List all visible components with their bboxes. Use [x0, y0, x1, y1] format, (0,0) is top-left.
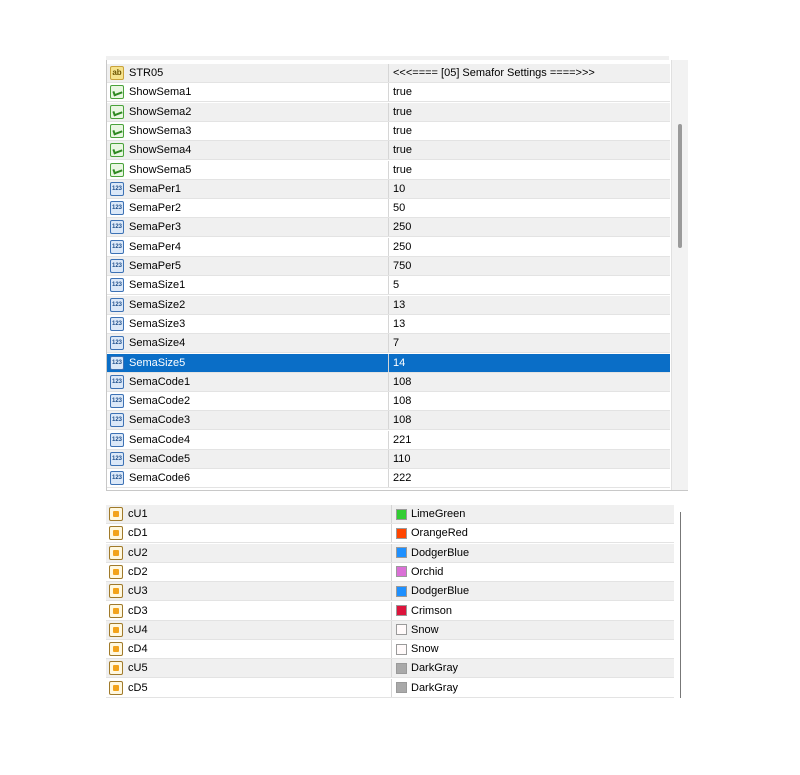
param-name-cell[interactable]: [107, 141, 191, 159]
param-name-cell[interactable]: [107, 257, 181, 275]
param-name-cell[interactable]: [106, 659, 148, 677]
param-value-cell[interactable]: [391, 524, 674, 542]
param-value: Snow: [411, 623, 439, 636]
color-swatch: [396, 566, 407, 577]
table-row[interactable]: [107, 199, 670, 218]
scroll-thumb[interactable]: [678, 124, 682, 248]
color-icon: [109, 507, 123, 521]
param-value: 50: [393, 202, 406, 215]
param-value: Snow: [411, 643, 439, 656]
param-name-cell[interactable]: [107, 450, 190, 468]
param-value: true: [393, 144, 412, 157]
param-value-cell[interactable]: [388, 161, 670, 179]
table-row[interactable]: [106, 582, 674, 601]
number-icon: 123: [110, 394, 124, 408]
param-value-cell[interactable]: [391, 621, 674, 639]
param-name: cU3: [128, 585, 148, 598]
param-value-cell[interactable]: [388, 238, 670, 256]
table-row[interactable]: [107, 411, 670, 430]
param-value: 108: [393, 395, 412, 408]
param-name-cell[interactable]: [106, 524, 148, 542]
param-value-cell[interactable]: [388, 257, 670, 275]
table-row[interactable]: [107, 296, 670, 315]
param-name: cU5: [128, 662, 148, 675]
param-name-cell[interactable]: [107, 218, 181, 236]
table-row[interactable]: [107, 180, 670, 199]
param-value: 7: [393, 337, 400, 350]
bool-icon: [110, 163, 124, 177]
param-name-cell[interactable]: [106, 582, 148, 600]
param-value: <<<==== [05] Semafor Settings ====>>>: [393, 67, 595, 79]
number-icon: 123: [110, 452, 124, 466]
param-name: SemaPer4: [129, 240, 181, 253]
bool-icon: [110, 143, 124, 157]
table-row[interactable]: [107, 103, 670, 122]
table-row[interactable]: [106, 679, 674, 698]
table-row[interactable]: [106, 505, 674, 524]
param-value: DarkGray: [411, 662, 459, 675]
param-value: 250: [393, 221, 412, 234]
param-name-cell[interactable]: [107, 238, 181, 256]
param-name-cell[interactable]: [107, 469, 190, 487]
number-icon: 123: [110, 240, 124, 254]
param-value-cell[interactable]: [388, 334, 670, 352]
param-name-cell[interactable]: [107, 354, 185, 372]
param-value: 10: [393, 182, 406, 195]
param-value: 750: [393, 260, 412, 272]
param-name: SemaCode5: [129, 453, 191, 465]
param-name: cD2: [128, 565, 148, 578]
table-row[interactable]: [107, 238, 670, 257]
param-name-cell[interactable]: [107, 64, 163, 82]
param-value-cell[interactable]: [388, 83, 670, 101]
param-name-cell[interactable]: [107, 161, 191, 179]
table-row[interactable]: [107, 334, 670, 353]
param-value-cell[interactable]: [388, 180, 670, 198]
param-name: SemaCode3: [129, 414, 191, 427]
param-name-cell[interactable]: [107, 431, 190, 449]
color-icon: [109, 546, 123, 560]
param-name: ShowSema1: [129, 86, 192, 99]
param-name: cU4: [128, 623, 148, 636]
color-icon: [109, 661, 123, 675]
param-name: SemaCode1: [129, 375, 191, 388]
table-row[interactable]: [107, 83, 670, 102]
param-name: STR05: [129, 67, 164, 79]
param-value-cell[interactable]: [388, 411, 670, 429]
param-name-cell[interactable]: [106, 602, 148, 620]
table-row[interactable]: [107, 141, 670, 160]
param-name: SemaCode6: [129, 472, 191, 485]
color-swatch: [396, 663, 407, 674]
color-swatch: [396, 605, 407, 616]
param-value: 110: [393, 453, 411, 465]
number-icon: 123: [110, 413, 124, 427]
color-swatch: [396, 624, 407, 635]
param-name: SemaPer3: [129, 221, 181, 234]
param-name: SemaCode2: [129, 395, 191, 408]
param-name-cell[interactable]: [107, 83, 191, 101]
table-row[interactable]: [106, 640, 674, 659]
param-name: cU1: [128, 508, 148, 520]
table-row[interactable]: [107, 276, 670, 295]
param-value-cell[interactable]: [388, 64, 670, 82]
param-name: cD5: [128, 681, 148, 694]
number-icon: 123: [110, 278, 124, 292]
settings-scrollbar[interactable]: [671, 60, 688, 490]
param-value: DodgerBlue: [411, 585, 470, 598]
number-icon: 123: [110, 182, 124, 196]
param-name-cell[interactable]: [107, 373, 190, 391]
bool-icon: [110, 85, 124, 99]
table-row[interactable]: [106, 602, 674, 621]
table-row[interactable]: [107, 218, 670, 237]
param-value: 14: [393, 356, 406, 369]
param-value: DodgerBlue: [411, 546, 470, 559]
param-value-cell[interactable]: [388, 450, 670, 468]
string-icon: ab: [110, 66, 124, 80]
param-value-cell[interactable]: [391, 640, 674, 658]
param-name: SemaSize4: [129, 337, 186, 350]
table-row[interactable]: [107, 450, 670, 469]
param-name: SemaPer5: [129, 260, 181, 272]
number-icon: 123: [110, 356, 124, 370]
param-value-cell[interactable]: [388, 296, 670, 314]
param-name: SemaPer1: [129, 182, 181, 195]
param-value-cell[interactable]: [388, 122, 670, 140]
number-icon: 123: [110, 317, 124, 331]
param-value-cell[interactable]: [391, 602, 674, 620]
table-row[interactable]: [107, 257, 670, 276]
param-name-cell[interactable]: [107, 180, 181, 198]
color-swatch: [396, 547, 407, 558]
param-name: ShowSema2: [129, 105, 192, 118]
param-name-cell[interactable]: [107, 411, 190, 429]
bool-icon: [110, 105, 124, 119]
settings-grid: [106, 60, 688, 491]
number-icon: 123: [110, 259, 124, 273]
param-name: cD3: [128, 604, 148, 617]
table-row[interactable]: [107, 431, 670, 450]
param-name-cell[interactable]: [107, 199, 181, 217]
param-value-cell[interactable]: [388, 141, 670, 159]
number-icon: 123: [110, 298, 124, 312]
param-name-cell[interactable]: [107, 334, 185, 352]
param-value: 5: [393, 279, 400, 292]
param-value-cell[interactable]: [388, 315, 670, 333]
color-icon: [109, 565, 123, 579]
param-value: 108: [393, 414, 412, 427]
number-icon: 123: [110, 201, 124, 215]
param-value-cell[interactable]: [388, 392, 670, 410]
param-name-cell[interactable]: [106, 563, 148, 581]
param-value-cell[interactable]: [388, 103, 670, 121]
color-icon: [109, 584, 123, 598]
color-icon: [109, 623, 123, 637]
param-name: SemaSize3: [129, 317, 186, 330]
param-value: Orchid: [411, 565, 444, 578]
param-name: ShowSema5: [129, 163, 192, 176]
color-swatch: [396, 528, 407, 539]
param-name-cell[interactable]: [106, 544, 148, 562]
param-name-cell[interactable]: [106, 640, 148, 658]
table-row[interactable]: [107, 392, 670, 411]
number-icon: 123: [110, 336, 124, 350]
param-name: cD4: [128, 643, 148, 656]
param-value: true: [393, 124, 412, 137]
table-row[interactable]: [106, 659, 674, 678]
param-value: Crimson: [411, 604, 452, 617]
param-name-cell[interactable]: [106, 621, 148, 639]
param-name: SemaSize2: [129, 298, 186, 311]
param-value-cell[interactable]: [388, 469, 670, 487]
table-row[interactable]: [107, 315, 670, 334]
color-swatch: [396, 682, 407, 693]
param-name: ShowSema4: [129, 144, 192, 157]
table-row[interactable]: [107, 122, 670, 141]
table-row[interactable]: [106, 524, 674, 543]
color-swatch: [396, 586, 407, 597]
param-value-cell[interactable]: [388, 373, 670, 391]
colors-grid: [106, 504, 687, 698]
param-value-cell[interactable]: [391, 679, 674, 697]
param-value-cell[interactable]: [388, 276, 670, 294]
number-icon: 123: [110, 433, 124, 447]
param-name: ShowSema3: [129, 124, 192, 137]
table-row[interactable]: [106, 621, 674, 640]
param-name-cell[interactable]: [107, 122, 191, 140]
param-name: SemaSize5: [129, 356, 186, 369]
param-value-cell[interactable]: [391, 659, 674, 677]
param-value-cell[interactable]: [391, 563, 674, 581]
color-icon: [109, 642, 123, 656]
param-name: cU2: [128, 546, 148, 559]
param-value: 108: [393, 375, 412, 388]
param-value-cell[interactable]: [391, 505, 674, 523]
colors-panel-edge: [680, 512, 681, 698]
param-value: 13: [393, 298, 406, 311]
param-value-cell[interactable]: [388, 431, 670, 449]
param-name-cell[interactable]: [107, 296, 185, 314]
color-icon: [109, 681, 123, 695]
number-icon: 123: [110, 220, 124, 234]
param-name-cell[interactable]: [106, 679, 148, 697]
param-value: LimeGreen: [411, 508, 466, 520]
param-name-cell[interactable]: [107, 315, 185, 333]
param-name: SemaPer2: [129, 202, 181, 215]
param-value: DarkGray: [411, 681, 459, 694]
param-name: cD1: [128, 527, 148, 540]
param-value: 250: [393, 240, 412, 253]
param-value: OrangeRed: [411, 527, 468, 540]
param-value: true: [393, 86, 412, 99]
param-value: 221: [393, 433, 412, 446]
table-row[interactable]: [106, 563, 674, 582]
number-icon: 123: [110, 471, 124, 485]
param-name: SemaCode4: [129, 433, 191, 446]
param-value-cell[interactable]: [388, 218, 670, 236]
color-icon: [109, 526, 123, 540]
param-value-cell[interactable]: [391, 544, 674, 562]
table-row[interactable]: [106, 544, 674, 563]
table-row[interactable]: [107, 64, 670, 83]
number-icon: 123: [110, 375, 124, 389]
bool-icon: [110, 124, 124, 138]
table-row[interactable]: [107, 469, 670, 488]
param-name-cell[interactable]: [107, 103, 191, 121]
table-row[interactable]: [107, 373, 670, 392]
table-row[interactable]: [107, 161, 670, 180]
param-name: SemaSize1: [129, 279, 186, 292]
param-value: 222: [393, 472, 412, 485]
color-swatch: [396, 644, 407, 655]
param-value: 13: [393, 317, 406, 330]
param-value-cell[interactable]: [388, 199, 670, 217]
param-value-cell[interactable]: [391, 582, 674, 600]
param-name-cell[interactable]: [107, 276, 185, 294]
color-icon: [109, 604, 123, 618]
param-name-cell[interactable]: [107, 392, 190, 410]
color-swatch: [396, 509, 407, 520]
param-value: true: [393, 163, 412, 176]
param-value-cell[interactable]: [388, 354, 670, 372]
param-value: true: [393, 105, 412, 118]
param-name-cell[interactable]: [106, 505, 148, 523]
table-row[interactable]: [107, 354, 670, 373]
